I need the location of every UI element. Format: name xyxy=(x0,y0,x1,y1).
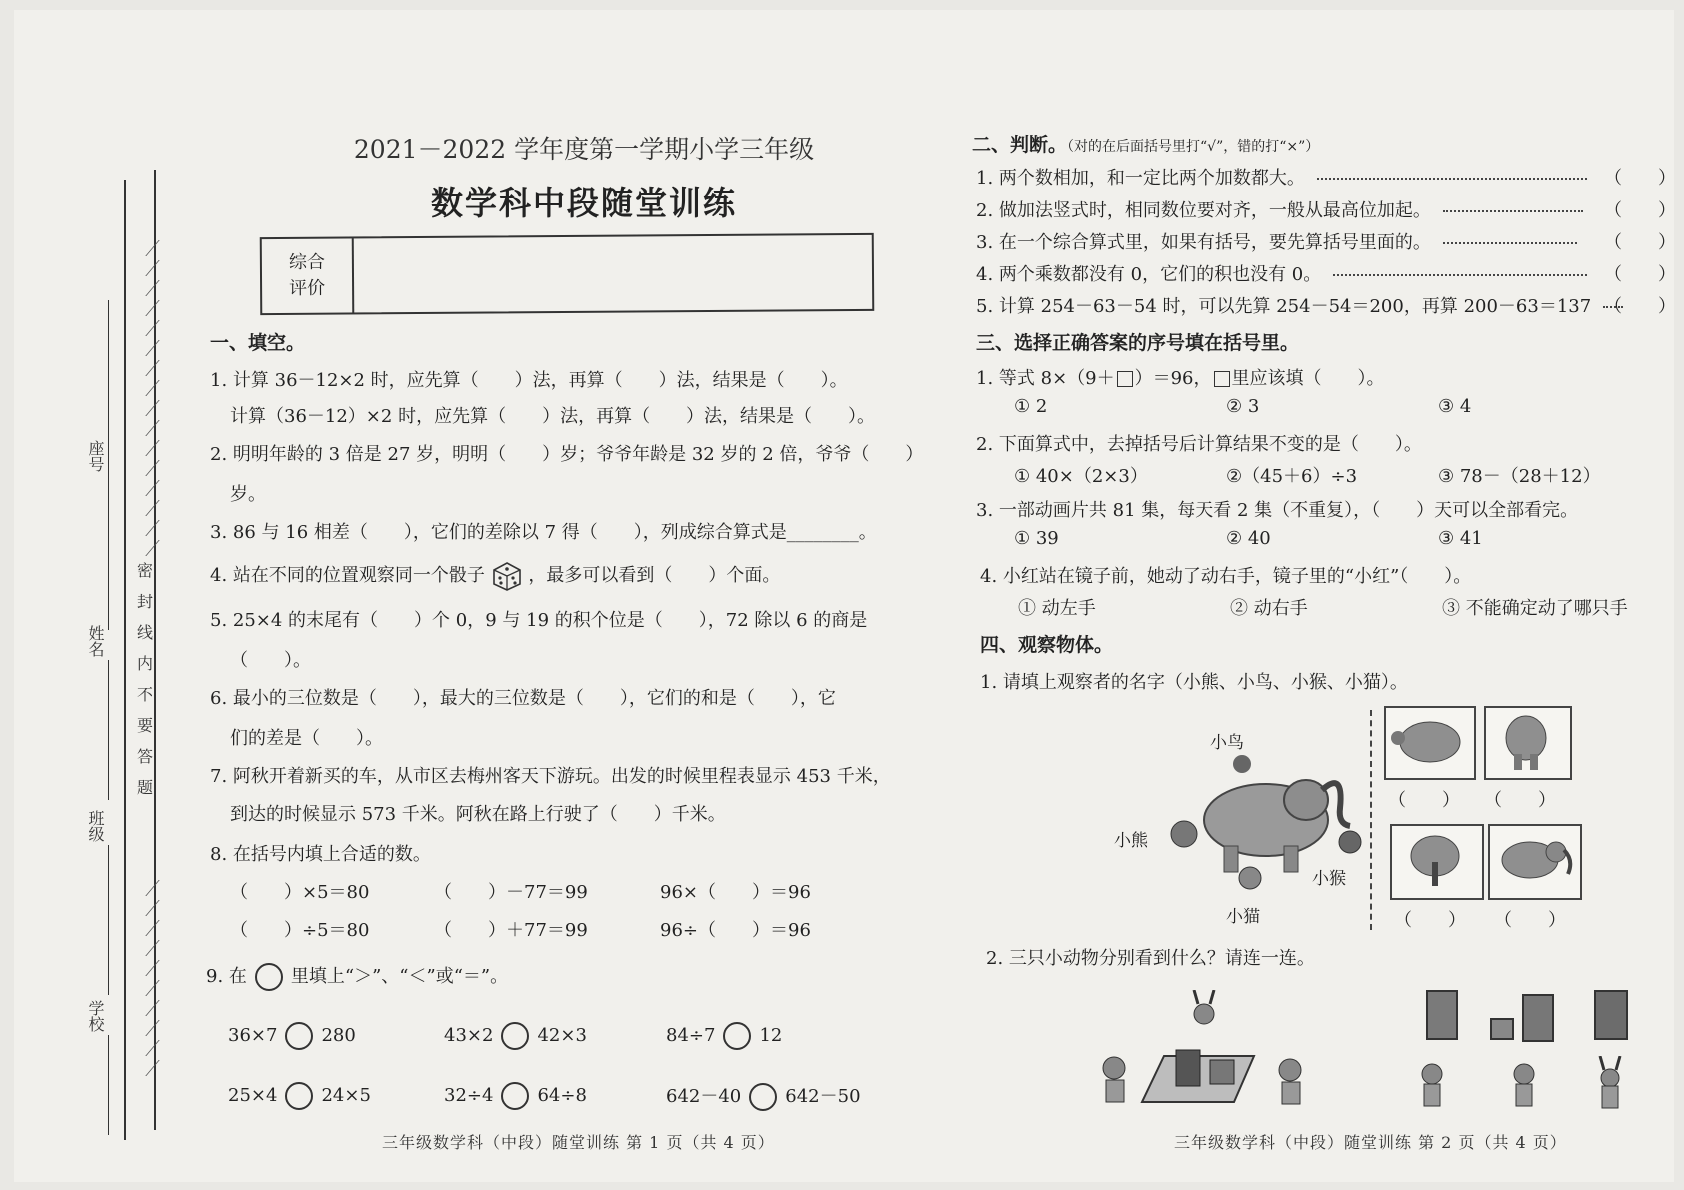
section1-heading: 一、填空。 xyxy=(210,332,306,354)
name-label: 姓名 xyxy=(86,625,105,657)
evaluation-label xyxy=(262,238,355,313)
s3-q4-opt3: ③ 不能确定动了哪只手 xyxy=(1442,598,1628,619)
s3-q3-opt2: ② 40 xyxy=(1226,528,1271,549)
q6-line1: 6. 最小的三位数是（ ），最大的三位数是（ ），它们的和是（ ），它 xyxy=(210,688,836,709)
judge-item xyxy=(976,164,1587,190)
q9-item xyxy=(666,1082,861,1111)
q1-line1: 1. 计算 36－12×2 时，应先算（ ）法，再算（ ）法，结果是（ ）。 xyxy=(210,370,848,391)
exam-title-line1: 2021－2022 学年度第一学期小学三年级 xyxy=(353,135,815,164)
judge-answer-paren: （ ） xyxy=(1604,264,1676,285)
compare-circle-icon xyxy=(285,1022,313,1050)
blank-square-icon-2 xyxy=(1214,371,1230,387)
q8-item-3: 96×（ ）＝96 xyxy=(660,882,811,903)
s3-q1-a: 1. 等式 8×（9＋ xyxy=(976,368,1115,389)
elephant-front-view-icon xyxy=(1392,826,1478,894)
s3-q1-b: ）＝96， xyxy=(1134,368,1212,389)
judge-answer-paren: （ ） xyxy=(1604,168,1676,189)
q8-item-4: （ ）÷5＝80 xyxy=(230,920,370,941)
s3-q3-opt3: ③ 41 xyxy=(1438,528,1483,549)
compare-circle-icon xyxy=(255,963,283,991)
view-box-2 xyxy=(1484,706,1572,780)
dot-leader xyxy=(1443,210,1583,212)
q9-left-expr: 25×4 xyxy=(228,1085,278,1106)
q9-right-expr: 642－50 xyxy=(785,1086,861,1107)
view-box-4 xyxy=(1488,824,1582,900)
q9-text-b: 里填上“＞”、“＜”或“＝”。 xyxy=(290,966,509,987)
view-card-tall-rect xyxy=(1522,994,1554,1042)
seal-char: 题 xyxy=(136,778,153,797)
q9-right-expr: 24×5 xyxy=(321,1085,371,1106)
label-bear: 小熊 xyxy=(1114,831,1148,851)
seal-char: 答 xyxy=(136,747,153,766)
judge-answer-paren: （ ） xyxy=(1604,296,1676,317)
s3-q4: 4. 小红站在镜子前，她动了动右手，镜子里的“小红”（ ）。 xyxy=(980,566,1472,587)
seat-label: 座号 xyxy=(86,440,105,472)
footer-page2: 三年级数学科（中段）随堂训练 第 2 页（共 4 页） xyxy=(1174,1133,1567,1152)
q9-left-expr: 36×7 xyxy=(228,1025,278,1046)
q9-item xyxy=(444,1022,587,1050)
q9-item xyxy=(228,1022,356,1050)
exam-sheet xyxy=(14,10,1674,1182)
q9-item xyxy=(444,1082,587,1110)
q8-item-5: （ ）＋77＝99 xyxy=(434,920,588,941)
s3-q1-c: 里应该填（ ）。 xyxy=(1231,368,1385,389)
dot-leader xyxy=(1333,274,1587,276)
judge-item-text: 1. 两个数相加，和一定比两个加数都大。 xyxy=(976,168,1305,189)
seal-char: 内 xyxy=(136,654,153,673)
compare-circle-icon xyxy=(723,1022,751,1050)
s3-q1 xyxy=(976,364,1385,390)
view-answer-4: （ ） xyxy=(1494,910,1566,931)
q8-line: 8. 在括号内填上合适的数。 xyxy=(210,844,431,865)
q9-right-expr: 64÷8 xyxy=(537,1085,587,1106)
s3-q1-opt2: ② 3 xyxy=(1226,396,1260,417)
q4-text-a: 4. 站在不同的位置观察同一个骰子 xyxy=(210,565,485,586)
school-label: 学校 xyxy=(86,1000,105,1032)
q9-left-expr: 642－40 xyxy=(666,1086,742,1107)
q9-right-expr: 12 xyxy=(759,1025,783,1046)
s3-q4-opt2: ② 动右手 xyxy=(1230,598,1308,619)
q9-item xyxy=(666,1022,782,1050)
view-answer-2: （ ） xyxy=(1484,790,1556,811)
view-box-3 xyxy=(1390,824,1484,900)
blank-square-icon xyxy=(1117,371,1133,387)
s3-q3-opt1: ① 39 xyxy=(1014,528,1059,549)
section2-heading: 二、判断。 xyxy=(972,134,1068,156)
section3-heading: 三、选择正确答案的序号填在括号里。 xyxy=(976,332,1300,354)
seal-char: 封 xyxy=(136,592,153,611)
s3-q2-opt3: ③ 78－（28＋12） xyxy=(1438,466,1601,487)
animals-viewing-scene xyxy=(1094,990,1344,1110)
compare-circle-icon xyxy=(501,1022,529,1050)
s3-q2: 2. 下面算式中，去掉括号后计算结果不变的是（ ）。 xyxy=(976,434,1422,455)
judge-item-text: 5. 计算 254－63－54 时，可以先算 254－54＝200，再算 200－63＝137 xyxy=(976,296,1592,317)
view-answer-1: （ ） xyxy=(1388,790,1460,811)
compare-circle-icon xyxy=(749,1083,777,1111)
view-answer-3: （ ） xyxy=(1394,910,1466,931)
q4-line xyxy=(210,560,780,592)
judge-item-text: 4. 两个乘数都没有 0，它们的积也没有 0。 xyxy=(976,264,1322,285)
name-underline xyxy=(108,660,109,800)
q7-line2: 到达的时候显示 573 千米。阿秋在路上行驶了（ ）千米。 xyxy=(230,804,726,825)
q8-item-2: （ ）－77＝99 xyxy=(434,882,588,903)
judge-item xyxy=(976,196,1583,222)
s3-q2-opt1: ① 40×（2×3） xyxy=(1014,466,1148,487)
judge-item-text: 3. 在一个综合算式里，如果有括号，要先算括号里面的。 xyxy=(976,232,1431,253)
exam-title-line2: 数学科中段随堂训练 xyxy=(430,184,737,222)
class-label: 班级 xyxy=(86,810,105,842)
q9-item xyxy=(228,1082,371,1110)
label-bird: 小鸟 xyxy=(1210,733,1244,753)
q9-text-a: 9. 在 xyxy=(206,966,247,987)
label-cat: 小猫 xyxy=(1226,907,1260,927)
evaluation-label-1: 综合 xyxy=(288,251,325,273)
q9-line xyxy=(206,962,508,991)
elephant-back-view-icon xyxy=(1486,708,1566,774)
s3-q1-opt3: ③ 4 xyxy=(1438,396,1472,417)
judge-item xyxy=(976,260,1587,286)
seal-char: 要 xyxy=(136,716,153,735)
section2-note: （对的在后面括号里打“√”，错的打“×”） xyxy=(1067,139,1320,155)
compare-circle-icon xyxy=(285,1082,313,1110)
judge-item xyxy=(976,292,1623,318)
seal-char: 密 xyxy=(136,561,153,580)
judge-item-text: 2. 做加法竖式时，相同数位要对齐，一般从最高位加起。 xyxy=(976,200,1431,221)
q6-line2: 们的差是（ ）。 xyxy=(230,728,383,749)
q2-line2: 岁。 xyxy=(230,484,266,505)
dashed-divider xyxy=(1370,710,1372,930)
seal-char: 线 xyxy=(136,623,153,642)
evaluation-label-2: 评价 xyxy=(289,277,326,299)
q9-right-expr: 280 xyxy=(321,1025,356,1046)
q5-line2: （ ）。 xyxy=(230,650,311,671)
view-card-tall-rect-2 xyxy=(1594,990,1628,1040)
q1-line2: 计算（36－12）×2 时，应先算（ ）法，再算（ ）法，结果是（ ）。 xyxy=(230,406,876,427)
judge-item xyxy=(976,228,1577,254)
q3-line: 3. 86 与 16 相差（ ），它们的差除以 7 得（ ），列成综合算式是________。 xyxy=(210,522,877,543)
judge-answer-paren: （ ） xyxy=(1604,200,1676,221)
s3-q4-opt1: ① 动左手 xyxy=(1018,598,1096,619)
s3-q2-opt2: ②（45＋6）÷3 xyxy=(1226,466,1358,487)
q9-right-expr: 42×3 xyxy=(537,1025,587,1046)
seat-underline xyxy=(108,300,109,630)
view-card-small-square xyxy=(1490,1018,1514,1040)
footer-page1: 三年级数学科（中段）随堂训练 第 1 页（共 4 页） xyxy=(382,1133,775,1152)
animals-bottom-row xyxy=(1414,1056,1624,1116)
evaluation-box xyxy=(260,233,875,315)
dice-icon xyxy=(491,560,523,592)
section4-heading: 四、观察物体。 xyxy=(980,634,1114,656)
s4-q1: 1. 请填上观察者的名字（小熊、小鸟、小猴、小猫）。 xyxy=(980,672,1408,693)
q9-left-expr: 32÷4 xyxy=(444,1085,494,1106)
q9-left-expr: 43×2 xyxy=(444,1025,494,1046)
compare-circle-icon xyxy=(501,1082,529,1110)
q7-line1: 7. 阿秋开着新买的车，从市区去梅州客天下游玩。出发的时候里程表显示 453 千米， xyxy=(210,766,891,787)
q4-text-b: ，最多可以看到（ ）个面。 xyxy=(528,565,781,586)
dot-leader xyxy=(1443,242,1577,244)
class-underline xyxy=(108,845,109,995)
section2-heading-row xyxy=(972,130,1319,157)
view-card-tall-with-square xyxy=(1426,990,1458,1040)
elephant-top-view-icon xyxy=(1386,708,1470,774)
q9-left-expr: 84÷7 xyxy=(666,1025,716,1046)
elephant-scene-illustration xyxy=(1154,750,1364,900)
s4-q2: 2. 三只小动物分别看到什么？请连一连。 xyxy=(986,948,1315,969)
label-monkey: 小猴 xyxy=(1312,869,1346,889)
q8-item-6: 96÷（ ）＝96 xyxy=(660,920,811,941)
q8-item-1: （ ）×5＝80 xyxy=(230,882,370,903)
view-box-1 xyxy=(1384,706,1476,780)
q2-line1: 2. 明明年龄的 3 倍是 27 岁，明明（ ）岁；爷爷年龄是 32 岁的 2 倍，爷爷（ ） xyxy=(210,444,924,465)
school-underline xyxy=(108,1035,109,1135)
q5-line1: 5. 25×4 的末尾有（ ）个 0，9 与 19 的积个位是（ ），72 除以 6 的商是 xyxy=(210,610,868,631)
binding-line-outer xyxy=(124,180,126,1140)
s3-q1-opt1: ① 2 xyxy=(1014,396,1048,417)
judge-answer-paren: （ ） xyxy=(1604,232,1676,253)
seal-line-text xyxy=(132,558,158,798)
seal-char: 不 xyxy=(136,685,153,704)
dot-leader xyxy=(1317,178,1587,180)
s3-q3: 3. 一部动画片共 81 集，每天看 2 集（不重复），（ ）天可以全部看完。 xyxy=(976,500,1579,521)
elephant-side-view-icon xyxy=(1490,826,1576,894)
